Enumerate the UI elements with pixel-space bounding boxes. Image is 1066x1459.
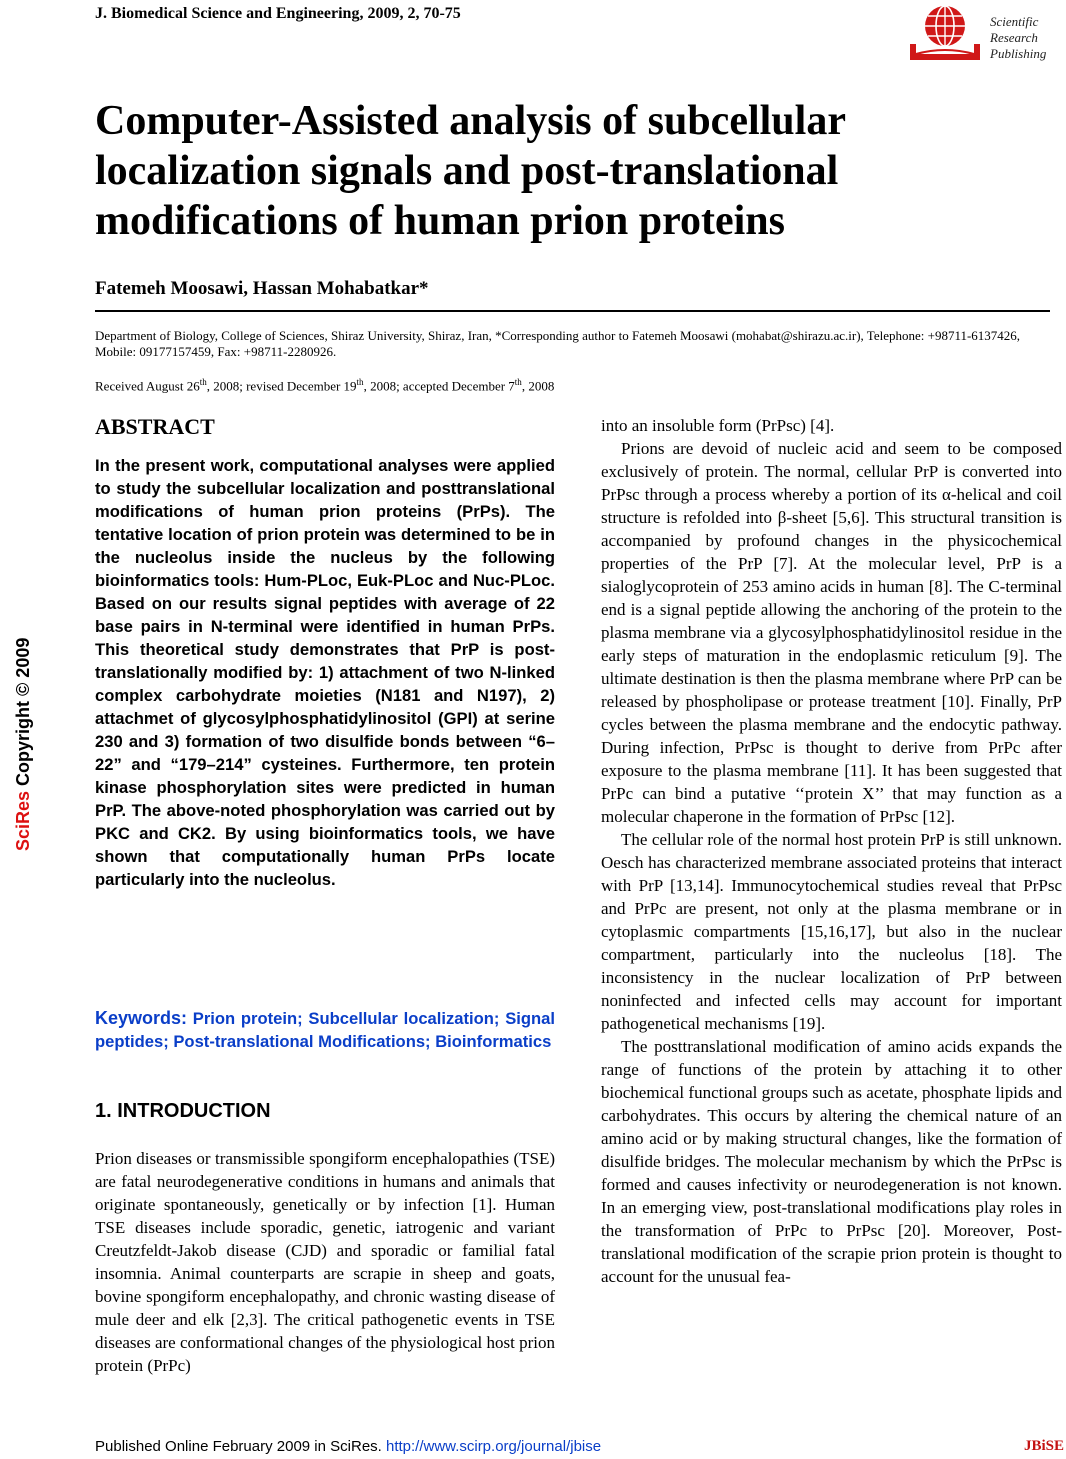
- introduction-heading: 1. INTRODUCTION: [95, 1100, 271, 1122]
- journal-url-link[interactable]: http://www.scirp.org/journal/jbise: [386, 1438, 602, 1455]
- paper-title: Computer-Assisted analysis of subcellular localization signals and post-translational modifications of human prion proteins: [95, 98, 846, 244]
- ordinal: th: [199, 377, 207, 387]
- paragraph: The posttranslational modification of amino acids expands the range of functions of the protein by attaching it to other biochemical functional groups such as acetate, phosphate lipids and carbohydrates. This occurs by altering the chemical nature of an amino acid or by making structural changes, like the formation of disulfide bridges. The molecular mechanism by which the PrPsc is formed and causes infectivity or neurodegeneration is not known. In an emerging view, post-translational modifications play roles in the transformation of PrPc to PrPsc [20]. Moreover, Post-translational modification of the scrapie prion protein is thought to account for the unusual fea-: [601, 1037, 1062, 1286]
- keywords-label: Keywords:: [95, 1008, 188, 1028]
- ordinal: th: [356, 377, 364, 387]
- sidebar-brand: SciRes: [13, 790, 33, 851]
- publisher-name: [990, 14, 1046, 62]
- sidebar-copyright: Copyright © 2009: [13, 637, 33, 791]
- authors: Fatemeh Moosawi, Hassan Mohabatkar*: [95, 278, 429, 299]
- globe-book-icon: [908, 0, 988, 64]
- copyright-sidebar: [13, 611, 39, 851]
- introduction-paragraph: Prion diseases or transmissible spongiform encephalopathies (TSE) are fatal neurodegenerative conditions in humans and animals that originate spontaneously, genetically or by infection [1]. Human TSE diseases include sporadic, genetic, iatrogenic and variant Creutzfeldt-Jakob disease (CJD) and sporadic or familial fatal insomnia. Animal counterparts are scrapie in sheep and goats, bovine spongiform encephalopathy, and chronic wasting disease of mule deer and elk [2,3]. The critical pathogenetic events in TSE diseases are conformational changes of the physiological host prion protein (PrPc): [95, 1149, 555, 1375]
- ordinal: th: [514, 377, 522, 387]
- footer-text: Published Online February 2009 in SciRes.: [95, 1438, 386, 1455]
- affiliation: Department of Biology, College of Sciences, Shiraz University, Shiraz, Iran, *Corresponding author to Fatemeh Moosawi (mohabat@shirazu.ac.ir), Telephone: +98711-6137426, Mobile: 09177157459, Fax: +98711-2280926.: [95, 328, 1021, 359]
- publisher-line: Publishing: [990, 46, 1047, 61]
- received-dates: [95, 377, 554, 394]
- publisher-line: Scientific: [990, 14, 1039, 29]
- title-divider: [95, 310, 1050, 312]
- revised-text: , 2008; revised December 19: [206, 378, 357, 394]
- keywords: [95, 1007, 555, 1053]
- keywords-text: Prion protein; Subcellular localization; Signal peptides; Post-translational Modifications; Bioinformatics: [95, 1009, 555, 1051]
- paragraph-continuation: into an insoluble form (PrPsc) [4].: [601, 416, 835, 435]
- abstract-heading: ABSTRACT: [95, 414, 215, 439]
- paragraph: The cellular role of the normal host protein PrP is still unknown. Oesch has characterized membrane associated proteins that interact with PrP [13,14]. Immunocytochemical studies reveal that PrPsc and PrPc are present, not only at the plasma membrane or in cytoplasmic compartments [15,16,17], but also in the nuclear compartment, particularly into the nucleolus [18]. The inconsistency in the nuclear localization of PrP between noninfected and infected cells may account for important pathogenetical mechanisms [19].: [601, 830, 1062, 1033]
- journal-abbreviation: JBiSE: [1024, 1438, 1065, 1454]
- publisher-line: Research: [990, 30, 1038, 45]
- received-text: Received August 26: [95, 378, 200, 394]
- year-text: , 2008: [521, 378, 555, 394]
- accepted-text: , 2008; accepted December 7: [363, 378, 515, 394]
- journal-citation: J. Biomedical Science and Engineering, 2009, 2, 70-75: [95, 5, 461, 22]
- footer: [95, 1438, 601, 1455]
- right-column: [601, 414, 1062, 1288]
- paragraph: Prions are devoid of nucleic acid and seem to be composed exclusively of protein. The normal, cellular PrP is converted into PrPsc through a process whereby a portion of its α-helical and coil structure is refolded into β-sheet [5,6]. This structural transition is accompanied by profound changes in the physicochemical properties of the PrP [7]. At the molecular level, PrP is a sialoglycoprotein of 253 amino acids in human [8]. The C-terminal end is a signal peptide allowing the anchoring of the protein to the plasma membrane via a glycosylphosphatidylinositol residue in the early steps of maturation in the endoplasmic reticulum [9]. The ultimate destination is then the plasma membrane where PrP can be released by phospholipase or protease treatment [10]. Finally, PrP cycles between the plasma membrane and the endocytic pathway. During infection, PrPsc is thought to derive from PrPc after exposure to the plasma membrane [11]. It has been suggested that PrPc can bind a putative ‘‘protein X’’ that may function as a molecular chaperone in the formation of PrPsc [12].: [601, 439, 1062, 826]
- abstract-text: In the present work, computational analyses were applied to study the subcellular localization and posttranslational modifications of human prion proteins (PrPs). The tentative location of prion protein was determined to be in the nucleolus inside the nucleus by the following bioinformatics tools: Hum-PLoc, Euk-PLoc and Nuc-PLoc. Based on our results signal peptides with average of 22 base pairs in N-terminal were identified in human PrPs. This theoretical study demonstrates that PrP is post-translationally modified by: 1) attachment of two N-linked complex carbohydrate moieties (N181 and N197), 2) attachmet of glycosylphosphatidylinositol (GPI) at serine 230 and 3) formation of two disulfide bonds between “6–22” and “179–214” cysteines. Furthermore, ten protein kinase phosphorylation sites were predicted in human PrP. The above-noted phosphorylation was carried out by PKC and CK2. By using bioinformatics tools, we have shown that computationally human PrPs locate particularly into the nucleolus.: [95, 456, 555, 889]
